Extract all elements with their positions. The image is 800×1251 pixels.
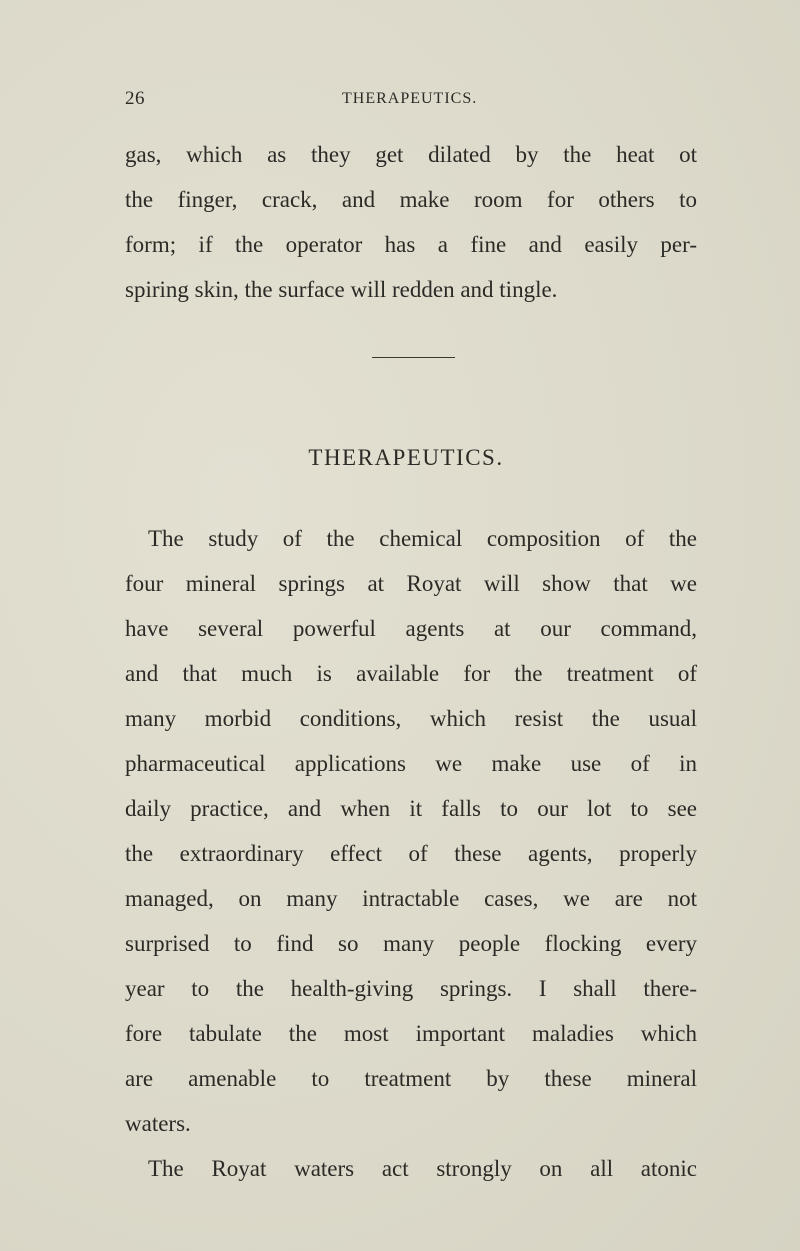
text-line: the finger, crack, and make room for others to bbox=[125, 187, 697, 212]
text-line: many morbid conditions, which resist the usual bbox=[125, 706, 697, 731]
text-line: and that much is available for the treatment of bbox=[125, 661, 697, 686]
text-line: are amenable to treatment by these mineral bbox=[125, 1066, 697, 1091]
text-line: daily practice, and when it falls to our lot to see bbox=[125, 796, 697, 821]
section-heading: THERAPEUTICS. bbox=[308, 445, 504, 470]
text-line: The study of the chemical composition of the bbox=[148, 526, 697, 551]
text-line: year to the health-giving springs. I shall there- bbox=[125, 976, 697, 1001]
text-line: gas, which as they get dilated by the heat ot bbox=[125, 142, 697, 167]
text-line: waters. bbox=[125, 1111, 191, 1136]
text-line: form; if the operator has a fine and easily per- bbox=[125, 232, 697, 257]
text-line: fore tabulate the most important maladies which bbox=[125, 1021, 697, 1046]
text-line: the extraordinary effect of these agents, properly bbox=[125, 841, 697, 866]
text-line: The Royat waters act strongly on all atonic bbox=[148, 1156, 697, 1181]
text-line: pharmaceutical applications we make use of in bbox=[125, 751, 697, 776]
section-divider bbox=[372, 357, 455, 358]
running-head-title: THERAPEUTICS. bbox=[342, 90, 478, 107]
text-line: surprised to find so many people flocking every bbox=[125, 931, 697, 956]
page-number: 26 bbox=[125, 88, 145, 109]
text-line: managed, on many intractable cases, we are not bbox=[125, 886, 697, 911]
text-line: four mineral springs at Royat will show that we bbox=[125, 571, 697, 596]
running-head bbox=[125, 88, 685, 112]
text-line: have several powerful agents at our command, bbox=[125, 616, 697, 641]
text-line: spiring skin, the surface will redden and tingle. bbox=[125, 277, 558, 302]
